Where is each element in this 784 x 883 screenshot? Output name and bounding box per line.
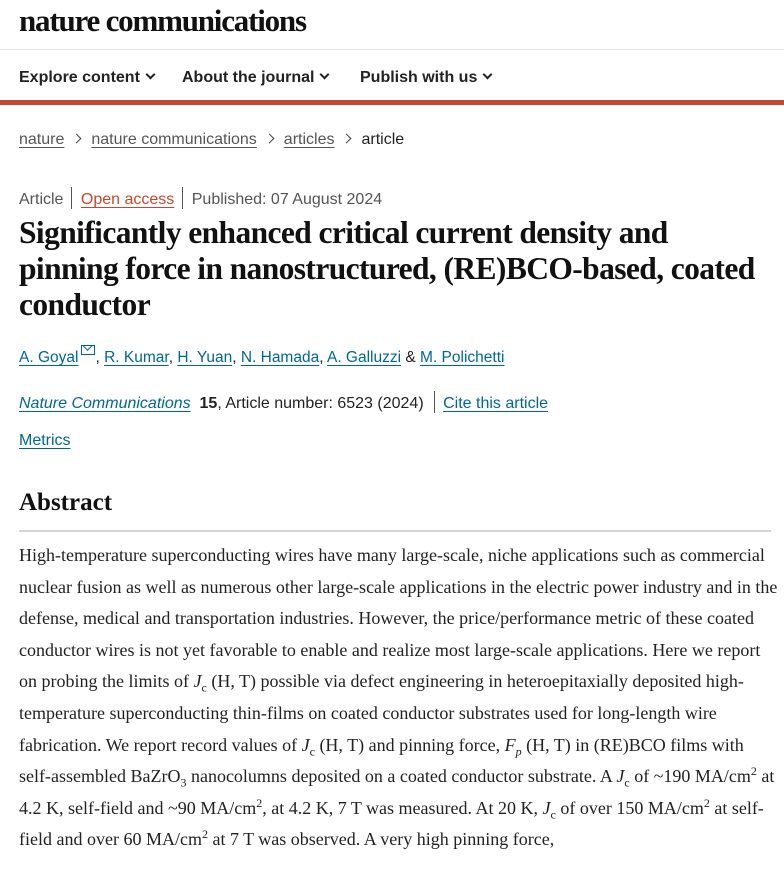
- author-link[interactable]: R. Kumar: [104, 349, 169, 366]
- author-separator: ,: [319, 349, 327, 366]
- nav-explore-content-label: Explore content: [19, 69, 140, 86]
- author-separator: ,: [168, 349, 178, 366]
- divider: [71, 187, 72, 209]
- nav-about-journal-label: About the journal: [182, 69, 315, 86]
- breadcrumb-current: article: [361, 131, 405, 148]
- chevron-down-icon: [320, 70, 330, 80]
- author-link[interactable]: M. Polichetti: [420, 349, 505, 366]
- published-date: Published: 07 August 2024: [191, 191, 383, 208]
- author-separator: ,: [95, 349, 105, 366]
- chevron-right-icon: [264, 134, 274, 144]
- journal-link[interactable]: Nature Communications: [19, 395, 191, 412]
- author-link[interactable]: H. Yuan: [177, 349, 233, 366]
- author-separator: ,: [232, 349, 241, 366]
- chevron-down-icon: [145, 70, 155, 80]
- author-link[interactable]: A. Galluzzi: [326, 349, 402, 366]
- nav-publish-with-us-label: Publish with us: [360, 69, 478, 86]
- brand-bar: [0, 0, 784, 50]
- author-link[interactable]: A. Goyal: [19, 349, 79, 366]
- abstract-text: High-temperature superconducting wires have many large-scale, niche applications such as commercial nuclear fusion as well as numerous other large-scale applications in the electric power industry and in the defense, medical and transportation industries. However, the price/performance metric of these coated conductor wires is not yet favorable to enable and realize most large-scale applications. Here we report on probing the limits of $J_c$ (H, T) possible via defect engineering in heteroepitaxially deposited high-temperature superconducting thin-films on coated conductor substrates used for long-length wire fabrication. We report record values of $J_c$ (H, T) and pinning force, $F_p$ (H, T) in (RE)BCO films with self-assembled BaZrO$_3$ nanocolumns deposited on a coated conductor substrate. A $J_c$ of ~190 $MA/cm^2$ at 4.2 K, self-field and ~90 $MA/cm^2$, at 4.2 K, 7 T was measured. At 20 K, $J_c$ of over 150 $MA/cm^2$ at self-field and over 60 $MA/cm^2$ at 7 T was observed. A very high pinning force,: [19, 545, 778, 850]
- journal-logo[interactable]: nature communications: [19, 3, 306, 38]
- article-number: , Article number: 6523 (2024): [217, 395, 424, 412]
- cite-this-article-link[interactable]: Cite this article: [443, 395, 549, 412]
- article-type: Article: [19, 191, 64, 208]
- divider: [434, 391, 435, 413]
- email-icon[interactable]: [81, 345, 95, 355]
- author-list: [19, 345, 504, 367]
- breadcrumb-nature-communications[interactable]: nature communications: [91, 131, 257, 148]
- breadcrumb-articles[interactable]: articles: [283, 131, 335, 148]
- chevron-right-icon: [342, 134, 352, 144]
- nav-explore-content[interactable]: [19, 69, 154, 87]
- nav-about-journal[interactable]: [182, 69, 328, 87]
- chevron-down-icon: [483, 70, 493, 80]
- open-access-link[interactable]: Open access: [80, 191, 175, 208]
- chevron-right-icon: [72, 134, 82, 144]
- main-nav: [0, 51, 784, 105]
- citation-line: [19, 391, 548, 413]
- divider: [182, 187, 183, 209]
- breadcrumb: [19, 131, 404, 149]
- article-meta: [19, 187, 382, 209]
- abstract-heading: Abstract: [19, 489, 771, 532]
- author-link[interactable]: N. Hamada: [240, 349, 320, 366]
- volume-number: 15: [199, 395, 218, 412]
- breadcrumb-nature[interactable]: nature: [19, 131, 65, 148]
- nav-publish-with-us[interactable]: [360, 69, 491, 87]
- author-separator: &: [401, 349, 421, 366]
- article-title: Significantly enhanced critical current density and pinning force in nanostructured, (RE)BCO-based, coated conductor: [19, 215, 755, 322]
- metrics-link[interactable]: Metrics: [19, 432, 71, 449]
